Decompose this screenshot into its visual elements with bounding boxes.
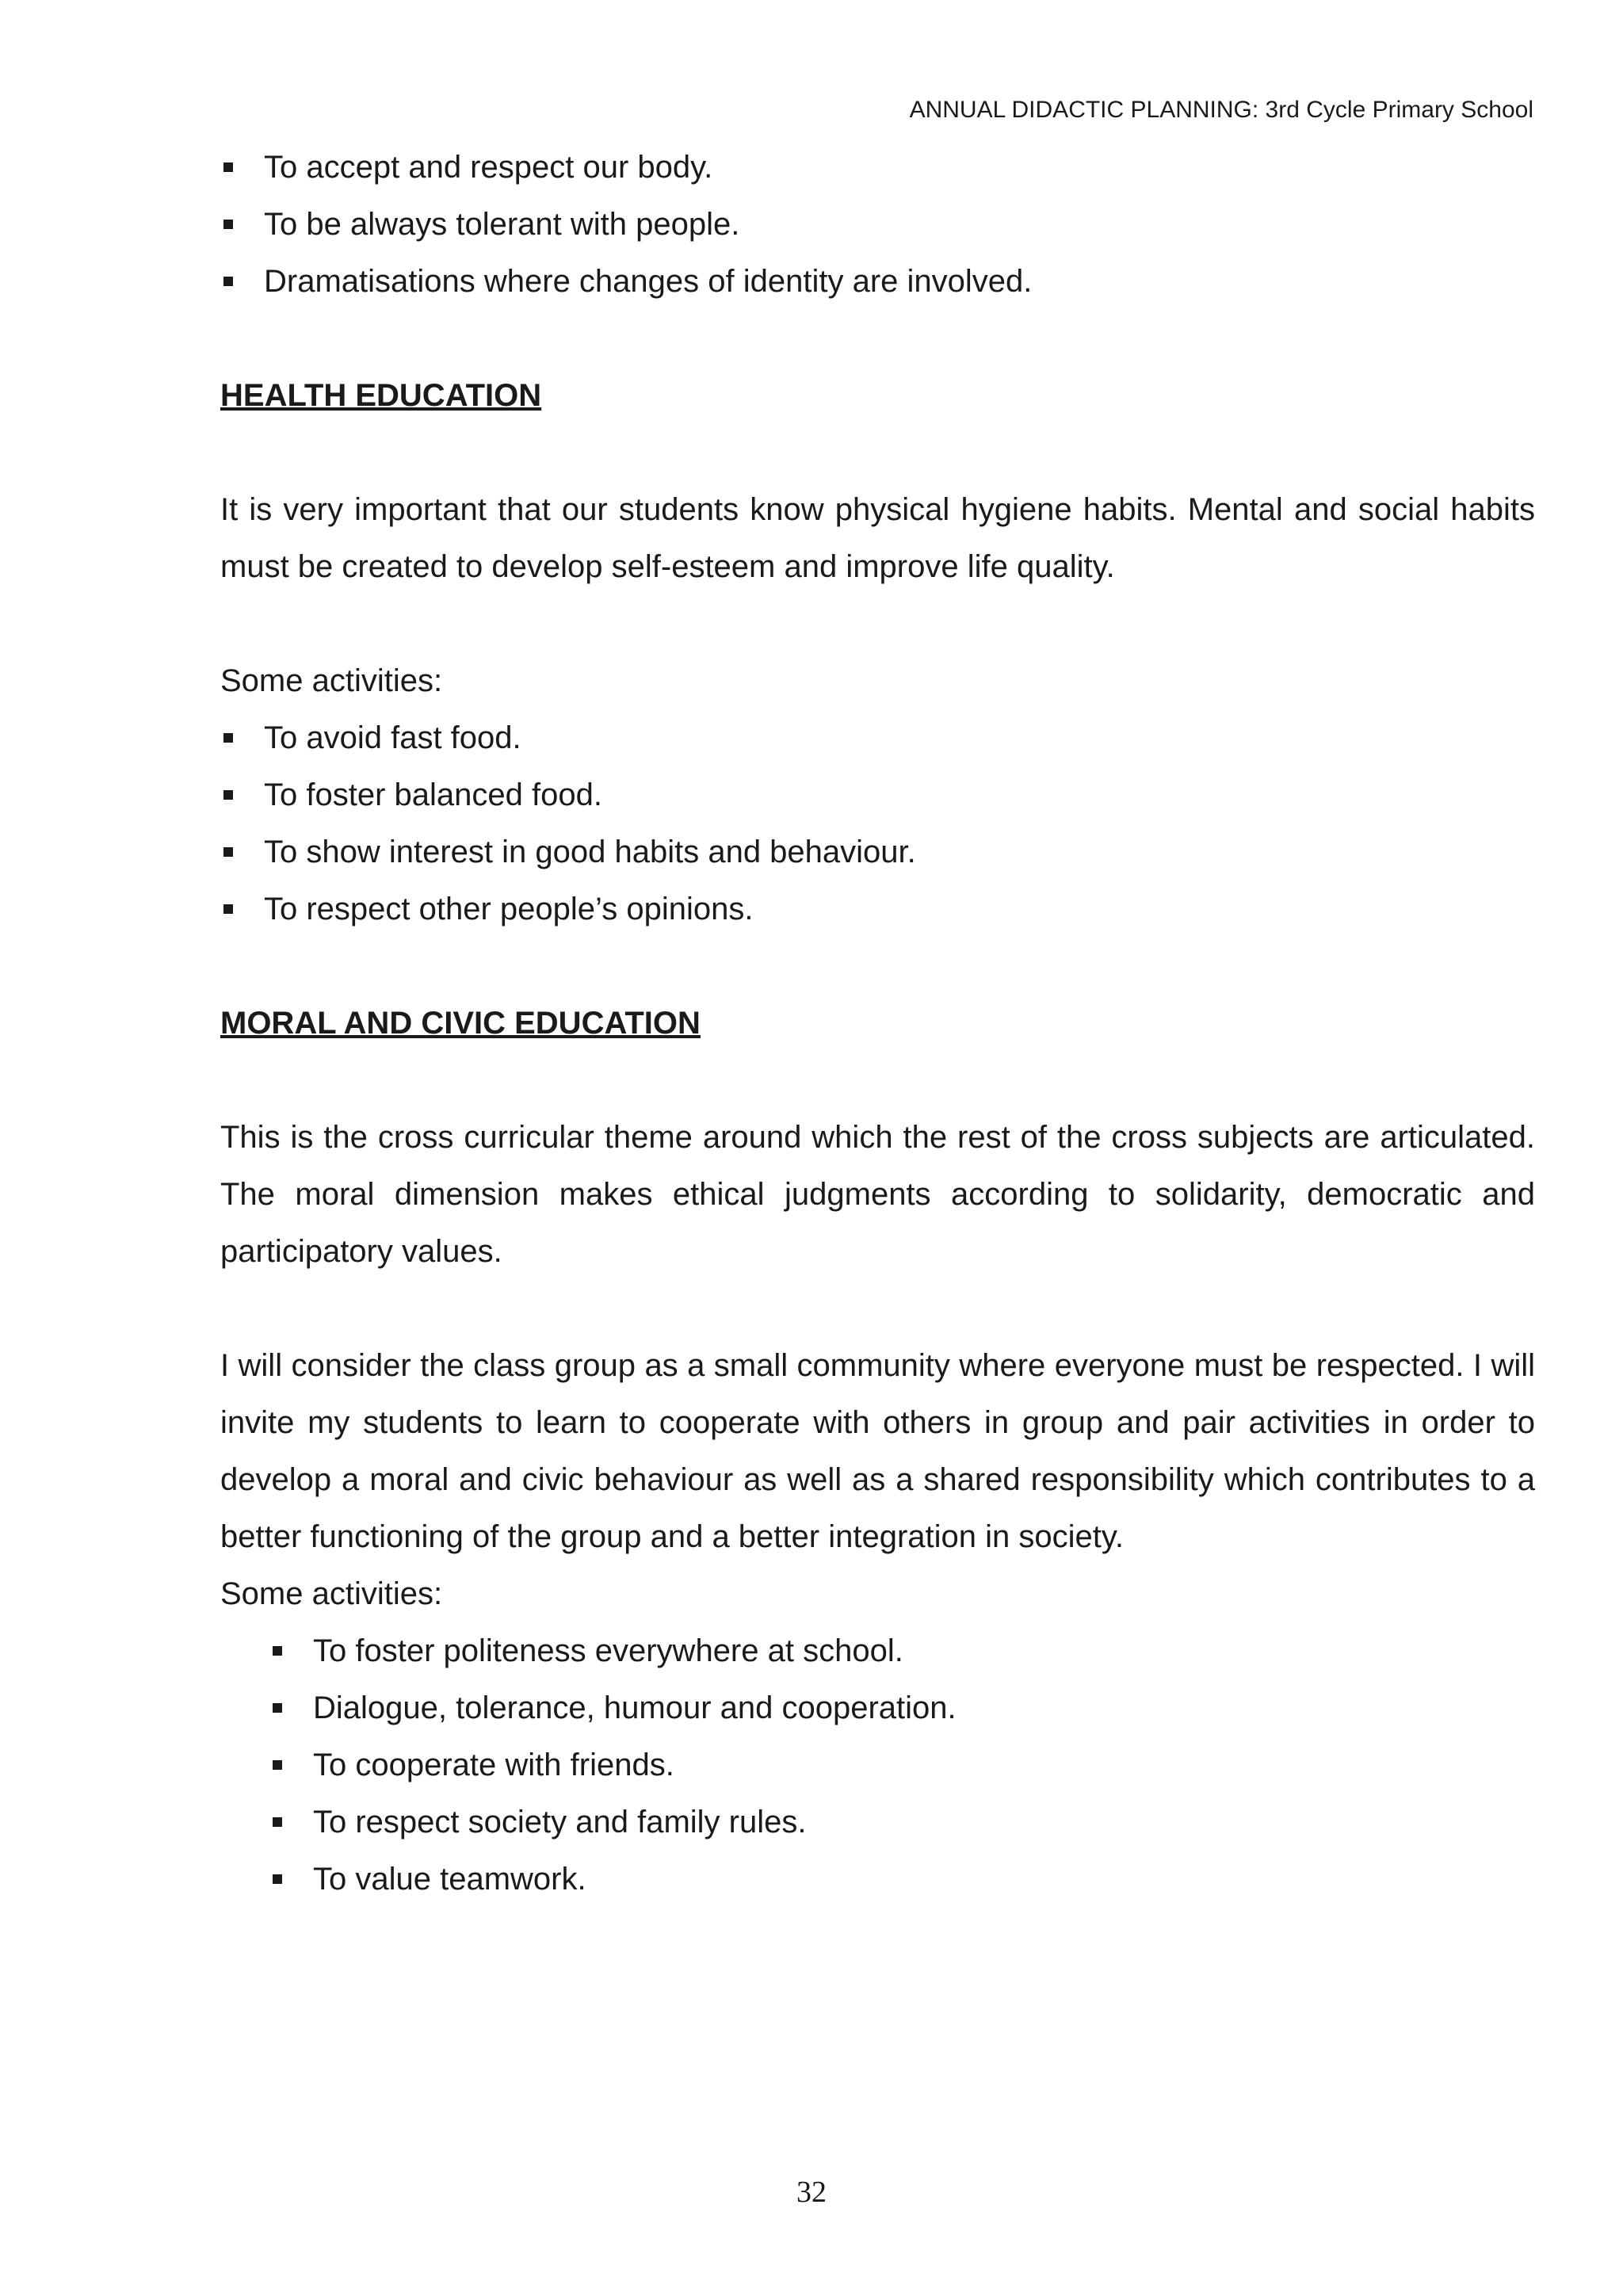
list-item	[220, 253, 1535, 310]
list-item-text: To respect other people’s opinions.	[264, 892, 754, 926]
square-bullet-icon	[273, 1874, 282, 1884]
moral-civic-paragraph-2: I will consider the class group as a small community where everyone must be respected. I will invite my students to learn to cooperate with others in group and pair activities in order to develop a moral and civic behaviour as well as a shared responsibility which contributes to a better functioning of the group and a better integration in society.	[220, 1348, 1535, 1554]
list-item	[220, 1851, 1535, 1908]
moral-activities-label: Some activities:	[220, 1576, 443, 1611]
page-content	[220, 139, 1535, 1908]
list-item	[220, 823, 1535, 881]
health-education-paragraph: It is very important that our students know physical hygiene habits. Mental and social habits must be created to develop self-esteem and improve life quality.	[220, 492, 1535, 584]
square-bullet-icon	[273, 1646, 282, 1656]
list-item-text: To value teamwork.	[313, 1862, 586, 1897]
list-item	[220, 139, 1535, 196]
health-activities-list	[220, 709, 1535, 938]
list-item-text: To accept and respect our body.	[264, 150, 713, 185]
list-item-text: To avoid fast food.	[264, 720, 521, 755]
square-bullet-icon	[273, 1703, 282, 1713]
square-bullet-icon	[223, 162, 233, 172]
list-item	[220, 196, 1535, 253]
list-item	[220, 1679, 1535, 1736]
moral-civic-education-heading: MORAL AND CIVIC EDUCATION	[220, 1006, 701, 1041]
list-item-text: Dialogue, tolerance, humour and cooperation.	[313, 1690, 957, 1725]
square-bullet-icon	[223, 790, 233, 800]
list-item	[220, 1794, 1535, 1851]
square-bullet-icon	[273, 1817, 282, 1827]
list-item-text: To foster politeness everywhere at school.	[313, 1633, 903, 1668]
square-bullet-icon	[223, 733, 233, 743]
health-activities-label: Some activities:	[220, 663, 443, 698]
list-item	[220, 1622, 1535, 1679]
list-item	[220, 709, 1535, 766]
list-item-text: To be always tolerant with people.	[264, 207, 740, 242]
running-header: ANNUAL DIDACTIC PLANNING: 3rd Cycle Primary School	[909, 97, 1533, 123]
list-item-text: To show interest in good habits and behaviour.	[264, 835, 916, 869]
list-item	[220, 1736, 1535, 1794]
list-item	[220, 881, 1535, 938]
health-education-heading: HEALTH EDUCATION	[220, 378, 542, 413]
list-item-text: Dramatisations where changes of identity are involved.	[264, 264, 1033, 299]
square-bullet-icon	[223, 904, 233, 914]
moral-activities-list	[220, 1622, 1535, 1908]
intro-bullet-list	[220, 139, 1535, 310]
list-item-text: To foster balanced food.	[264, 777, 602, 812]
square-bullet-icon	[223, 847, 233, 857]
square-bullet-icon	[223, 277, 233, 286]
list-item	[220, 766, 1535, 823]
list-item-text: To respect society and family rules.	[313, 1805, 807, 1839]
square-bullet-icon	[273, 1760, 282, 1770]
page-number: 32	[796, 2176, 827, 2209]
square-bullet-icon	[223, 220, 233, 229]
moral-civic-paragraph-1: This is the cross curricular theme around which the rest of the cross subjects are articulated. The moral dimension makes ethical judgments according to solidarity, democratic and participatory values.	[220, 1120, 1535, 1269]
list-item-text: To cooperate with friends.	[313, 1748, 674, 1782]
